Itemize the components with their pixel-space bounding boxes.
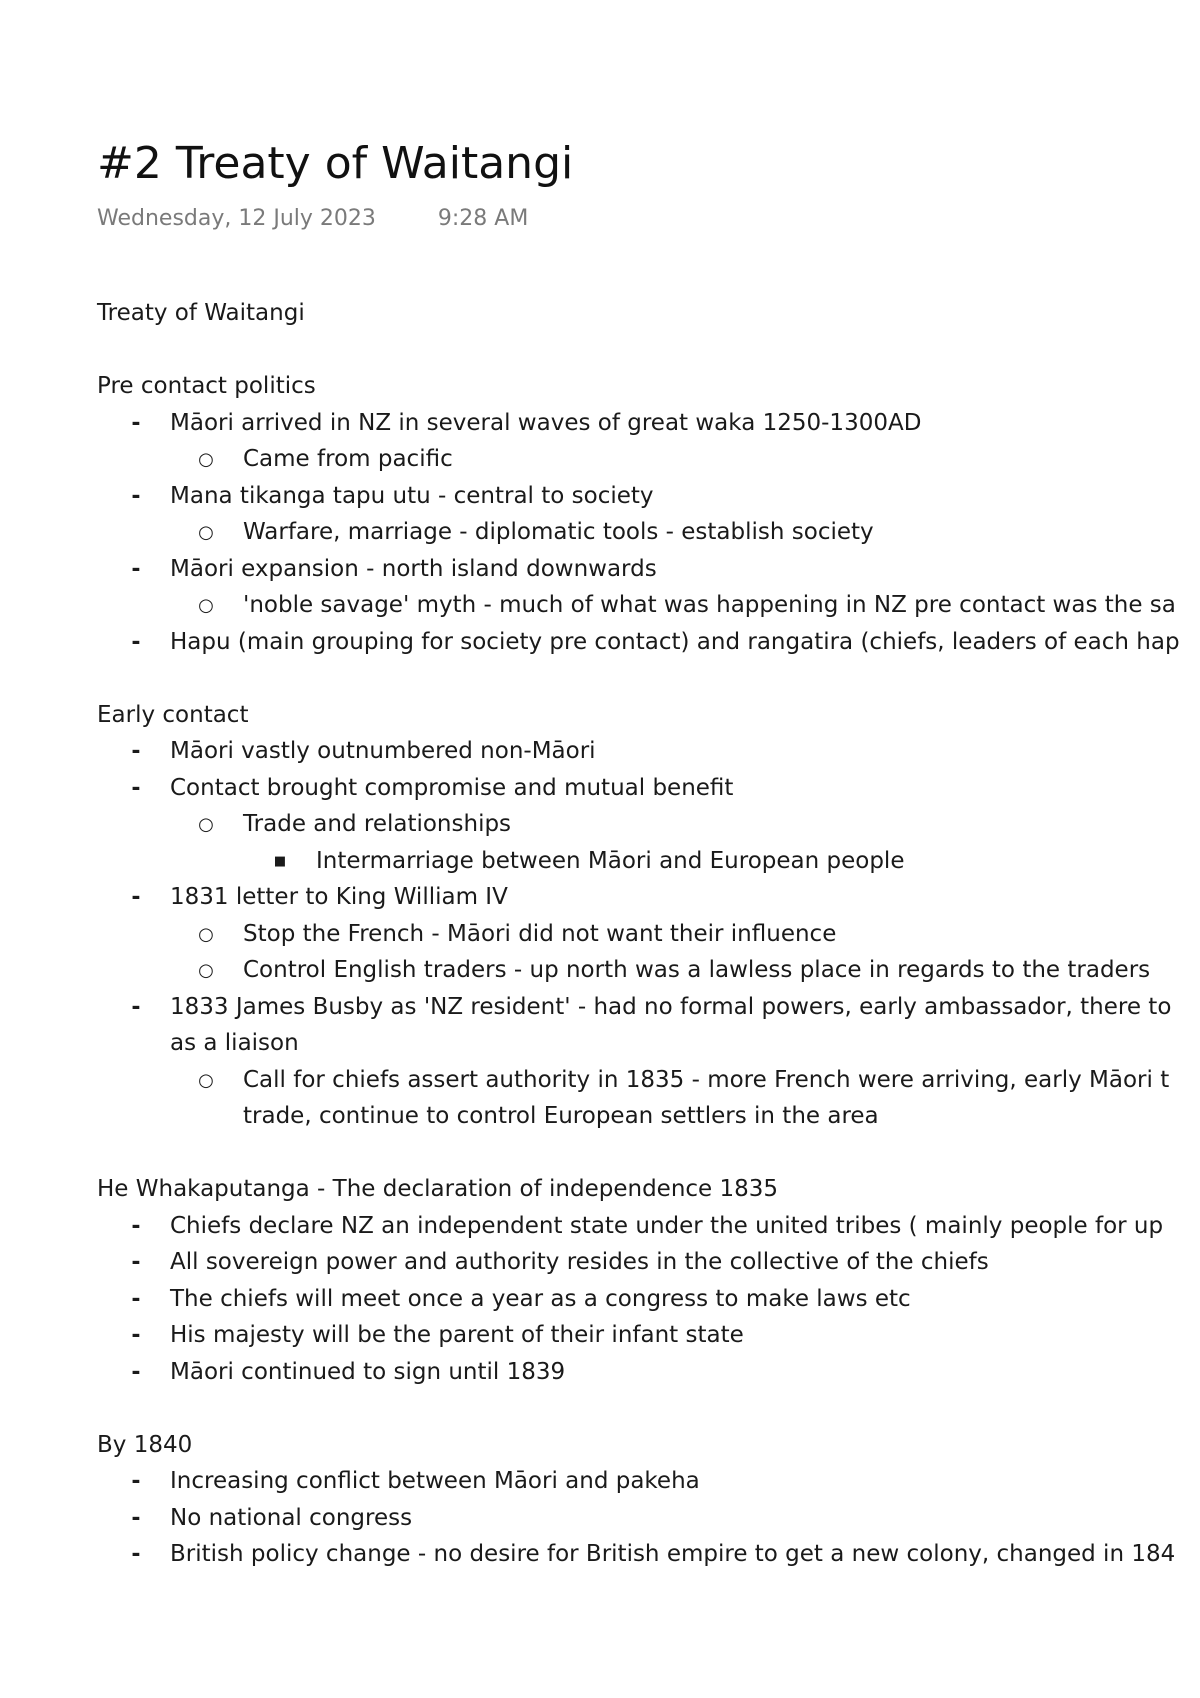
- dash-bullet-marker: -: [131, 1505, 141, 1531]
- bullet-item: Hapu (main grouping for society pre contact) and rangatira (chiefs, leaders of each hap: [170, 628, 1180, 655]
- dash-bullet-marker: -: [131, 1542, 141, 1567]
- sub-sub-bullet-item: Intermarriage between Māori and European people: [316, 847, 905, 874]
- dash-bullet-marker: -: [131, 775, 141, 801]
- heading-line: He Whakaputanga - The declaration of independence 1835: [97, 1176, 779, 1202]
- dash-bullet-marker: -: [131, 410, 141, 436]
- dash-bullet-marker: -: [131, 1359, 141, 1385]
- bullet-item: His majesty will be the parent of their infant state: [170, 1322, 744, 1348]
- bullet-continuation: as a liaison: [170, 1030, 299, 1056]
- page-time: 9:28 AM: [437, 206, 529, 231]
- sub-bullet-item: Control English traders - up north was a lawless place in regards to the traders: [243, 957, 1151, 983]
- sub-bullet-item: Came from pacific: [243, 446, 453, 472]
- dash-bullet-marker: -: [131, 556, 141, 582]
- square-bullet-marker: ■: [273, 853, 287, 869]
- dash-bullet-marker: -: [131, 739, 141, 764]
- bullet-item: All sovereign power and authority resides in the collective of the chiefs: [170, 1249, 989, 1275]
- bullet-item: Contact brought compromise and mutual benefit: [170, 774, 734, 801]
- page-title: #2 Treaty of Waitangi: [97, 138, 574, 189]
- bullet-item: No national congress: [170, 1504, 413, 1531]
- dash-bullet-marker: -: [131, 1286, 141, 1312]
- heading-line: Treaty of Waitangi: [97, 300, 305, 326]
- dash-bullet-marker: -: [131, 885, 141, 910]
- dash-bullet-marker: -: [131, 1323, 141, 1348]
- heading-line: By 1840: [97, 1431, 193, 1458]
- heading-line: Pre contact politics: [97, 373, 316, 399]
- dash-bullet-marker: -: [131, 1213, 141, 1239]
- sub-bullet-item: Call for chiefs assert authority in 1835 - more French were arriving, early Māori t: [243, 1066, 1170, 1093]
- dash-bullet-marker: -: [131, 629, 141, 655]
- bullet-item: 1833 James Busby as 'NZ resident' - had no formal powers, early ambassador, there to: [170, 993, 1172, 1020]
- bullet-item: Māori arrived in NZ in several waves of great waka 1250-1300AD: [170, 409, 922, 436]
- bullet-item: British policy change - no desire for British empire to get a new colony, changed in 184: [170, 1541, 1176, 1567]
- bullet-item: 1831 letter to King William IV: [170, 884, 508, 910]
- circle-bullet-marker: ○: [198, 960, 214, 981]
- bullet-item: Mana tikanga tapu utu - central to society: [170, 482, 654, 509]
- bullet-item: The chiefs will meet once a year as a congress to make laws etc: [170, 1285, 911, 1312]
- circle-bullet-marker: ○: [198, 923, 214, 945]
- sub-bullet-item: Stop the French - Māori did not want their influence: [243, 920, 837, 947]
- page-timestamp: [97, 205, 528, 233]
- sub-bullet-item: 'noble savage' myth - much of what was happening in NZ pre contact was the sa: [243, 592, 1176, 618]
- bullet-item: Māori vastly outnumbered non-Māori: [170, 738, 596, 764]
- bullet-item: Māori continued to sign until 1839: [170, 1358, 566, 1385]
- bullet-item: Chiefs declare NZ an independent state under the united tribes ( mainly people for up: [170, 1212, 1164, 1239]
- bullet-item: Increasing conflict between Māori and pakeha: [170, 1468, 700, 1494]
- circle-bullet-marker: ○: [198, 1069, 214, 1091]
- heading-line: Early contact: [97, 701, 249, 728]
- sub-bullet-item: Warfare, marriage - diplomatic tools - establish society: [243, 519, 874, 545]
- sub-bullet-continuation: trade, continue to control European settlers in the area: [243, 1103, 879, 1129]
- circle-bullet-marker: ○: [198, 449, 214, 470]
- sub-bullet-item: Trade and relationships: [243, 811, 512, 837]
- circle-bullet-marker: ○: [198, 814, 214, 835]
- bullet-item: Māori expansion - north island downwards: [170, 555, 657, 582]
- page-date: Wednesday, 12 July 2023: [97, 206, 376, 231]
- dash-bullet-marker: -: [131, 483, 141, 509]
- circle-bullet-marker: ○: [198, 595, 214, 616]
- dash-bullet-marker: -: [131, 994, 141, 1020]
- circle-bullet-marker: ○: [198, 522, 214, 543]
- dash-bullet-marker: -: [131, 1250, 141, 1275]
- dash-bullet-marker: -: [131, 1469, 141, 1494]
